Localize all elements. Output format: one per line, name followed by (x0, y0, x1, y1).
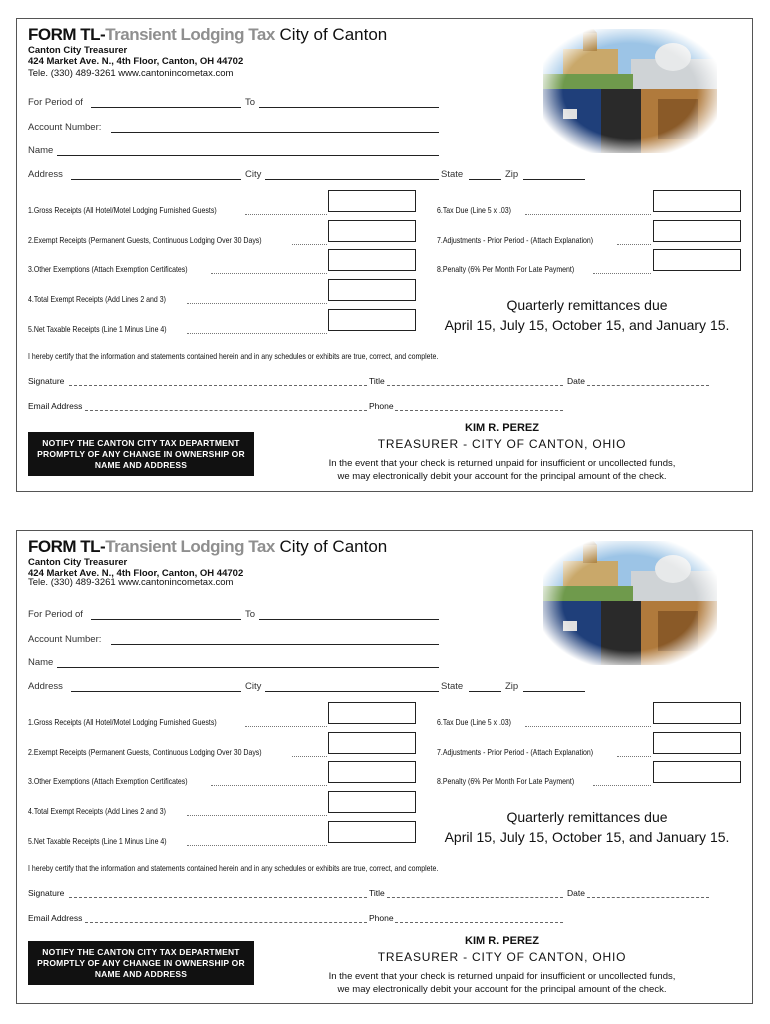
event-notice: In the event that your check is returned unpaid for insufficient or uncollected funds, we may electronically debit your account for the principal amount of the check. (328, 971, 676, 995)
line-7-label: 7.Adjustments - Prior Period - (Attach Explanation) (437, 235, 594, 245)
phone-label: Phone (369, 401, 394, 411)
date-label: Date (567, 888, 585, 898)
to-field[interactable] (259, 107, 439, 108)
city-label: City (245, 169, 262, 180)
line-5-label: 5.Net Taxable Receipts (Line 1 Minus Line 4) (28, 836, 167, 846)
contact-line: Tele. (330) 489-3261 www.cantonincometax.com (28, 577, 234, 588)
phone-field[interactable] (395, 410, 563, 411)
phone-field[interactable] (395, 922, 563, 923)
email-field[interactable] (85, 922, 367, 923)
title-label: Title (369, 376, 385, 386)
leader-dots (187, 845, 327, 846)
for-period-field[interactable] (91, 619, 241, 620)
line-5-label: 5.Net Taxable Receipts (Line 1 Minus Line 4) (28, 324, 167, 334)
line-3-input[interactable] (328, 249, 416, 271)
to-field[interactable] (259, 619, 439, 620)
title-label: Title (369, 888, 385, 898)
for-period-label: For Period of (28, 609, 83, 620)
line-4-input[interactable] (328, 791, 416, 813)
leader-dots (593, 273, 651, 274)
leader-dots (211, 785, 327, 786)
email-field[interactable] (85, 410, 367, 411)
city-label: City (245, 681, 262, 692)
for-period-label: For Period of (28, 97, 83, 108)
name-label: Name (28, 657, 54, 668)
account-number-field[interactable] (111, 132, 439, 133)
quarterly-notice-2: April 15, July 15, October 15, and January 15. (444, 829, 730, 845)
line-4-input[interactable] (328, 279, 416, 301)
line-8-label: 8.Penalty (6% Per Month For Late Payment) (437, 776, 575, 786)
line-1-label: 1.Gross Receipts (All Hotel/Motel Lodging Furnished Guests) (28, 717, 217, 727)
leader-dots (292, 244, 327, 245)
leader-dots (525, 726, 651, 727)
notify-box: NOTIFY THE CANTON CITY TAX DEPARTMENT PROMPTLY OF ANY CHANGE IN OWNERSHIP OR NAME AND ADDRESS (28, 432, 254, 476)
line-6-input[interactable] (653, 702, 741, 724)
leader-dots (617, 756, 651, 757)
name-field[interactable] (57, 155, 439, 156)
treasurer-title: TREASURER - CITY OF CANTON, OHIO (377, 437, 627, 451)
line-8-input[interactable] (653, 761, 741, 783)
line-6-label: 6.Tax Due (Line 5 x .03) (437, 205, 512, 215)
city-field[interactable] (265, 691, 439, 692)
signature-field[interactable] (69, 897, 367, 898)
address-label: Address (28, 169, 63, 180)
address-field[interactable] (71, 179, 241, 180)
form-title: FORM TL-Transient Lodging Tax City of Canton (28, 537, 388, 556)
line-2-label: 2.Exempt Receipts (Permanent Guests, Continuous Lodging Over 30 Days) (28, 747, 262, 757)
zip-field[interactable] (523, 691, 585, 692)
address-label: Address (28, 681, 63, 692)
address-field[interactable] (71, 691, 241, 692)
email-label: Email Address (28, 401, 83, 411)
address-line: 424 Market Ave. N., 4th Floor, Canton, OH 44702 (28, 568, 244, 579)
to-label: To (245, 97, 256, 108)
line-4-label: 4.Total Exempt Receipts (Add Lines 2 and 3) (28, 806, 166, 816)
line-2-input[interactable] (328, 220, 416, 242)
line-5-input[interactable] (328, 309, 416, 331)
title-field[interactable] (387, 385, 563, 386)
name-field[interactable] (57, 667, 439, 668)
leader-dots (617, 244, 651, 245)
line-3-label: 3.Other Exemptions (Attach Exemption Certificates) (28, 264, 188, 274)
certification-text: I hereby certify that the information and statements contained herein and in any schedules or exhibits are true, correct, and complete. (28, 863, 439, 873)
line-3-label: 3.Other Exemptions (Attach Exemption Certificates) (28, 776, 188, 786)
line-1-label: 1.Gross Receipts (All Hotel/Motel Lodging Furnished Guests) (28, 205, 217, 215)
line-4-label: 4.Total Exempt Receipts (Add Lines 2 and 3) (28, 294, 166, 304)
line-5-input[interactable] (328, 821, 416, 843)
name-label: Name (28, 145, 54, 156)
treasurer-line: Canton City Treasurer (28, 45, 128, 56)
state-label: State (441, 169, 464, 180)
line-1-input[interactable] (328, 190, 416, 212)
leader-dots (187, 303, 327, 304)
tax-form-bottom (16, 530, 753, 1004)
line-7-input[interactable] (653, 732, 741, 754)
signature-field[interactable] (69, 385, 367, 386)
leader-dots (211, 273, 327, 274)
date-label: Date (567, 376, 585, 386)
treasurer-name: KIM R. PEREZ (465, 422, 539, 434)
line-7-label: 7.Adjustments - Prior Period - (Attach Explanation) (437, 747, 594, 757)
zip-field[interactable] (523, 179, 585, 180)
line-6-input[interactable] (653, 190, 741, 212)
state-label: State (441, 681, 464, 692)
quarterly-notice-1: Quarterly remittances due (506, 297, 668, 313)
date-field[interactable] (587, 897, 709, 898)
event-notice: In the event that your check is returned unpaid for insufficient or uncollected funds, we may electronically debit your account for the principal amount of the check. (328, 458, 676, 482)
date-field[interactable] (587, 385, 709, 386)
leader-dots (187, 815, 327, 816)
line-8-input[interactable] (653, 249, 741, 271)
account-number-field[interactable] (111, 644, 439, 645)
line-3-input[interactable] (328, 761, 416, 783)
account-number-label: Account Number: (28, 122, 102, 133)
for-period-field[interactable] (91, 107, 241, 108)
city-collage-image (543, 541, 717, 665)
account-number-label: Account Number: (28, 634, 102, 645)
to-label: To (245, 609, 256, 620)
leader-dots (525, 214, 651, 215)
signature-label: Signature (28, 888, 65, 898)
line-6-label: 6.Tax Due (Line 5 x .03) (437, 717, 512, 727)
line-1-input[interactable] (328, 702, 416, 724)
line-2-input[interactable] (328, 732, 416, 754)
email-label: Email Address (28, 913, 83, 923)
city-field[interactable] (265, 179, 439, 180)
line-2-label: 2.Exempt Receipts (Permanent Guests, Continuous Lodging Over 30 Days) (28, 235, 262, 245)
treasurer-line: Canton City Treasurer (28, 557, 128, 568)
line-8-label: 8.Penalty (6% Per Month For Late Payment) (437, 264, 575, 274)
treasurer-name: KIM R. PEREZ (465, 935, 539, 947)
form-title: FORM TL-Transient Lodging Tax City of Canton (28, 25, 388, 44)
line-7-input[interactable] (653, 220, 741, 242)
quarterly-notice-1: Quarterly remittances due (506, 809, 668, 825)
leader-dots (245, 214, 327, 215)
contact-line: Tele. (330) 489-3261 www.cantonincometax.com (28, 68, 234, 79)
leader-dots (245, 726, 327, 727)
title-field[interactable] (387, 897, 563, 898)
treasurer-title: TREASURER - CITY OF CANTON, OHIO (377, 950, 627, 964)
address-line: 424 Market Ave. N., 4th Floor, Canton, OH 44702 (28, 56, 244, 67)
certification-text: I hereby certify that the information and statements contained herein and in any schedules or exhibits are true, correct, and complete. (28, 351, 439, 361)
leader-dots (187, 333, 327, 334)
state-field[interactable] (469, 691, 501, 692)
signature-label: Signature (28, 376, 65, 386)
zip-label: Zip (505, 681, 519, 692)
city-collage-image (543, 29, 717, 153)
state-field[interactable] (469, 179, 501, 180)
quarterly-notice-2: April 15, July 15, October 15, and January 15. (444, 317, 730, 333)
zip-label: Zip (505, 169, 519, 180)
phone-label: Phone (369, 913, 394, 923)
notify-box: NOTIFY THE CANTON CITY TAX DEPARTMENT PROMPTLY OF ANY CHANGE IN OWNERSHIP OR NAME AND ADDRESS (28, 941, 254, 985)
leader-dots (292, 756, 327, 757)
leader-dots (593, 785, 651, 786)
tax-form-top (16, 18, 753, 492)
